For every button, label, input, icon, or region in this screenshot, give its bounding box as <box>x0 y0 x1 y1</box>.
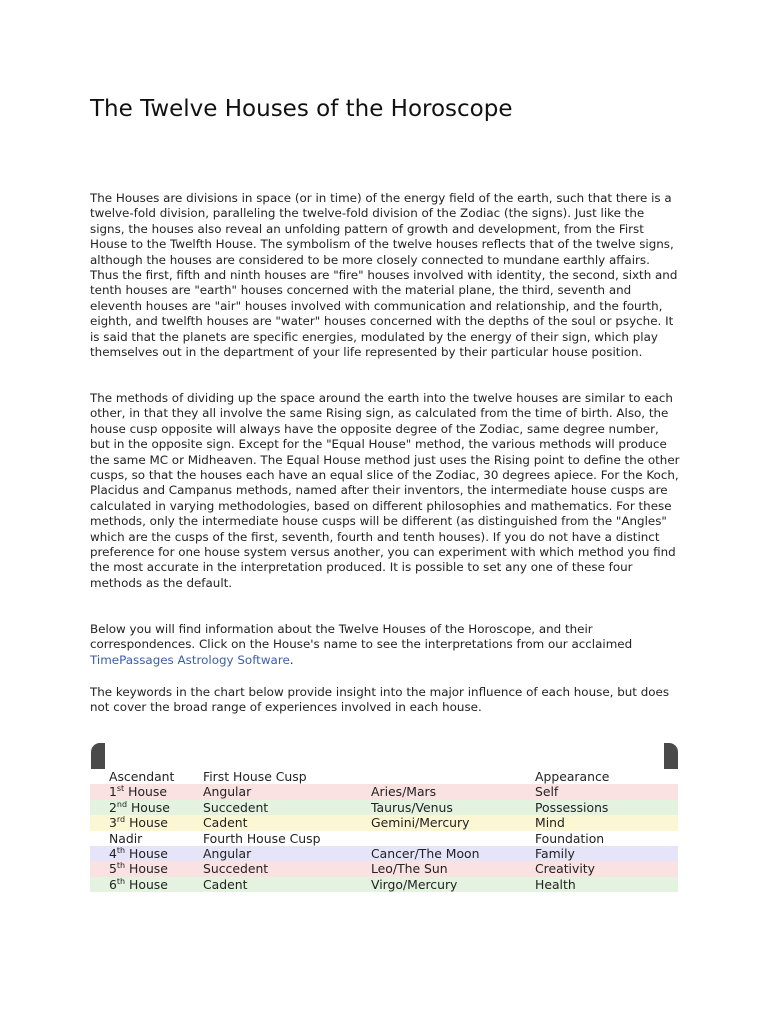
house-keyword-cell: Possessions <box>535 800 678 815</box>
house-name-cell[interactable] <box>90 784 203 799</box>
house-keyword-cell: Self <box>535 784 678 799</box>
page-title: The Twelve Houses of the Horoscope <box>90 96 513 122</box>
table-corner-tab-left <box>91 743 105 769</box>
house-type-cell: First House Cusp <box>203 769 371 784</box>
house-name-cell[interactable] <box>90 861 203 876</box>
table-row <box>90 861 678 876</box>
house-label[interactable]: House <box>125 815 168 831</box>
house-type-cell: Succedent <box>203 861 371 876</box>
house-label[interactable]: House <box>124 784 167 800</box>
house-number[interactable]: 2 <box>109 799 117 815</box>
timepassages-link[interactable]: TimePassages Astrology Software <box>90 652 290 667</box>
table-row <box>90 784 678 799</box>
house-name-cell <box>90 769 203 784</box>
house-sign-cell <box>371 769 535 784</box>
software-paragraph-text: Below you will find information about the Twelve Houses of the Horoscope, and their correspondences. Click on the House's name to see the interpretations from our acclaimed <box>90 622 633 652</box>
house-number[interactable]: 1 <box>109 784 117 800</box>
house-sign-cell: Virgo/Mercury <box>371 877 535 892</box>
angle-name: Nadir <box>109 830 143 846</box>
software-paragraph-end: . <box>289 652 294 667</box>
house-type-cell: Fourth House Cusp <box>203 831 371 846</box>
house-keyword-cell: Mind <box>535 815 678 830</box>
house-label[interactable]: House <box>125 846 168 862</box>
keywords-paragraph: The keywords in the chart below provide insight into the major influence of each house, but does not cover the broad range of experiences involved in each house. <box>90 685 670 715</box>
house-keyword-cell: Family <box>535 846 678 861</box>
house-ordinal-suffix[interactable]: rd <box>116 815 126 825</box>
house-sign-cell <box>371 831 535 846</box>
house-ordinal-suffix[interactable]: th <box>116 861 126 871</box>
house-ordinal-suffix[interactable]: th <box>116 845 126 855</box>
house-type-cell: Angular <box>203 784 371 799</box>
house-type-cell: Succedent <box>203 800 371 815</box>
house-ordinal-suffix[interactable]: st <box>116 784 125 794</box>
table-row <box>90 815 678 830</box>
house-keyword-cell: Appearance <box>535 769 678 784</box>
house-number[interactable]: 4 <box>109 846 117 862</box>
house-ordinal-suffix[interactable]: th <box>116 876 126 886</box>
house-label[interactable]: House <box>125 861 168 877</box>
house-type-cell: Angular <box>203 846 371 861</box>
table-row <box>90 800 678 815</box>
house-number[interactable]: 5 <box>109 861 117 877</box>
house-name-cell <box>90 831 203 846</box>
house-type-cell: Cadent <box>203 877 371 892</box>
houses-table <box>90 769 678 892</box>
house-number[interactable]: 3 <box>109 815 117 831</box>
house-number[interactable]: 6 <box>109 876 117 892</box>
house-keyword-cell: Creativity <box>535 861 678 876</box>
house-label[interactable]: House <box>127 799 170 815</box>
house-sign-cell: Aries/Mars <box>371 784 535 799</box>
table-corner-tab-right <box>664 743 678 769</box>
intro-paragraph: The Houses are divisions in space (or in time) of the energy field of the earth, such that there is a twelve-fold division, paralleling the twelve-fold division of the Zodiac (the signs). Just like the signs, the houses also reveal an unfolding pattern of growth and development, from the First House to the Twelfth House. The symbolism of the twelve houses reflects that of the twelve signs, although the houses are considered to be more closely connected to mundane earthly affairs. Thus the first, fifth and ninth houses are "fire" houses involved with identity, the second, sixth and tenth houses are "earth" houses concerned with the material plane, the third, seventh and eleventh houses are "air" houses involved with communication and relationship, and the fourth, eighth, and twelfth houses are "water" houses concerned with the depths of the soul or psyche. It is said that the planets are specific energies, modulated by the energy of their sign, which play themselves out in the department of your life represented by their particular house position. <box>90 191 678 360</box>
house-name-cell[interactable] <box>90 800 203 815</box>
house-name-cell[interactable] <box>90 846 203 861</box>
house-sign-cell: Gemini/Mercury <box>371 815 535 830</box>
table-row <box>90 831 678 846</box>
house-keyword-cell: Health <box>535 877 678 892</box>
table-row <box>90 769 678 784</box>
house-sign-cell: Taurus/Venus <box>371 800 535 815</box>
angle-name: Ascendant <box>109 769 175 784</box>
house-name-cell[interactable] <box>90 877 203 892</box>
house-sign-cell: Leo/The Sun <box>371 861 535 876</box>
house-label[interactable]: House <box>125 876 168 892</box>
software-paragraph <box>90 622 680 668</box>
house-keyword-cell: Foundation <box>535 831 678 846</box>
house-name-cell[interactable] <box>90 815 203 830</box>
house-ordinal-suffix[interactable]: nd <box>116 799 128 809</box>
table-row <box>90 877 678 892</box>
house-methods-paragraph: The methods of dividing up the space around the earth into the twelve houses are similar to each other, in that they all involve the same Rising sign, as calculated from the time of birth. Also, the house cusp opposite will always have the opposite degree of the Zodiac, same degree number, but in the opposite sign. Except for the "Equal House" method, the various methods will produce the same MC or Midheaven. The Equal House method just uses the Rising point to define the other cusps, so that the houses each have an equal slice of the Zodiac, 30 degrees apiece. For the Koch, Placidus and Campanus methods, named after their inventors, the intermediate house cusps are calculated in varying methodologies, based on different philosophies and mathematics. For these methods, only the intermediate house cusps will be different (as distinguished from the "Angles" which are the cusps of the first, seventh, fourth and tenth houses). If you do not have a distinct preference for one house system versus another, you can experiment with which method you find the most accurate in the interpretation produced. It is possible to set any one of these four methods as the default. <box>90 391 680 590</box>
house-sign-cell: Cancer/The Moon <box>371 846 535 861</box>
house-type-cell: Cadent <box>203 815 371 830</box>
table-row <box>90 846 678 861</box>
